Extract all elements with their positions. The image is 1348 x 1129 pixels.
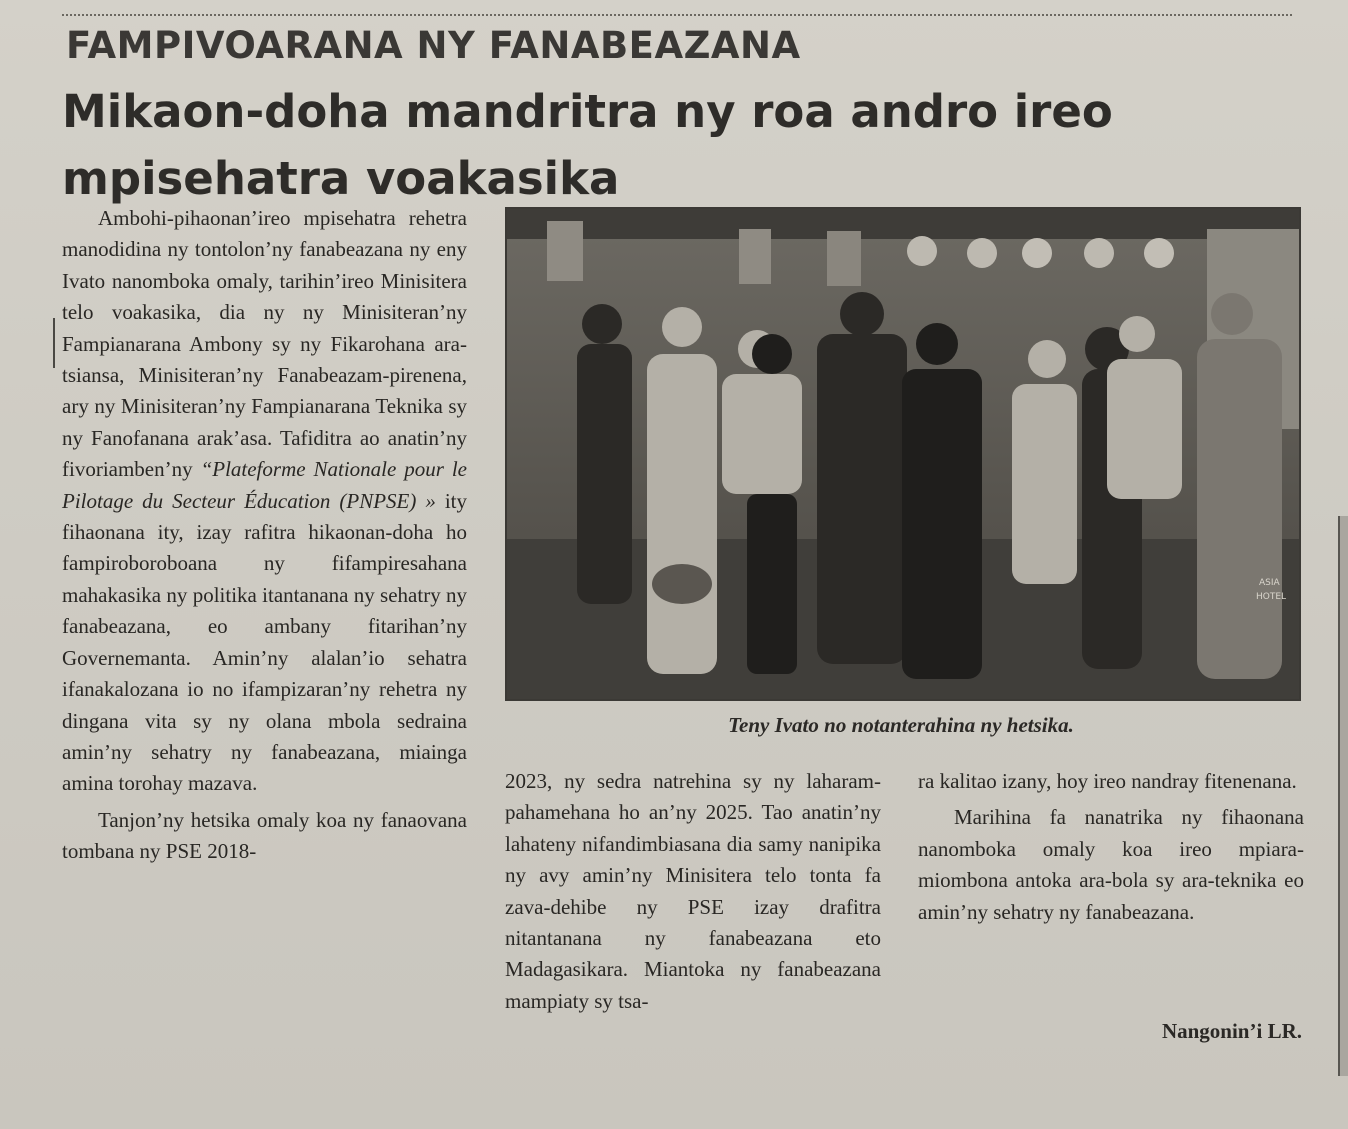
paragraph: ra kalitao izany, hoy ireo nandray fitenenana. <box>918 769 1297 793</box>
paragraph: 2023, ny sedra natrehina sy ny laharam-pahamehana ho an’ny 2025. Tao anatin’ny lahateny nifandimbiasana dia samy nanipika ny avy amin’ny Minisitera telo tonta fa zava-dehibe ny PSE izay drafitra nitantanana ny fanabeazana eto Madagasikara. Miantoka ny fanabeazana mampiaty sy tsa- <box>505 769 881 1013</box>
article-column-2 <box>505 766 881 1017</box>
paragraph: Marihina fa nanatrika ny fihaonana nanomboka omaly koa ireo mpiara-miombona antoka ara-bola sy ara-teknika eo amin’ny sehatry ny fanabeazana. <box>918 805 1304 924</box>
article-column-1 <box>62 203 467 868</box>
platform-name-italic: “Plateforme Nationale pour le Pilotage du Secteur Éducation (PNPSE) » <box>62 457 467 513</box>
article-column-3 <box>918 766 1304 928</box>
photo-caption: Teny Ivato no notanterahina ny hetsika. <box>728 713 1074 737</box>
margin-mark <box>53 318 55 368</box>
group-photo-illustration <box>507 209 1299 699</box>
event-photo <box>505 207 1301 701</box>
top-dotted-rule <box>62 14 1292 16</box>
paragraph <box>62 203 467 800</box>
article-kicker: FAMPIVOARANA NY FANABEAZANA <box>66 24 801 67</box>
text-run: ity fihaonana ity, izay rafitra hikaonan-doha ho fampiroboroboana ny fifampiresahana mahakasika ny politika itantanana ny sehatry ny fanabeazana, eo ambany fitarihan’ny Governemanta. Amin’ny alalan’io sehatra ifanakalozana io no ifampizaran’ny rehetra ny dingana vita sy ny olana mbola sedraina amin’ny sehatry ny fanabeazana, miainga amina torohay mazava. <box>62 488 467 796</box>
adjacent-page-edge <box>1338 516 1348 1076</box>
paragraph: Tanjon’ny hetsika omaly koa ny fanaovana tombana ny PSE 2018- <box>62 807 467 864</box>
hotel-sign-text: ASIA <box>1259 578 1280 588</box>
text-run: Ambohi-pihaonan’ireo mpisehatra rehetra manodidina ny tontolon’ny fanabeazana ny eny Ivato nanomboka omaly, tarihin’ireo Minisitera telo voakasika, dia ny ny Minisiteran’ny Fampianarana Ambony sy ny Fikarohana ara-tsiansa, Minisiteran’ny Fanabeazam-pirenena, ary ny Minisiteran’ny Fampianarana Teknika sy ny Fanofanana arak’asa. Tafiditra ao anatin’ny fivoriamben’ny <box>62 206 467 482</box>
author-signature: Nangonin’i LR. <box>1161 1019 1302 1043</box>
hotel-sign-text: HOTEL <box>1256 592 1287 602</box>
article-headline: Mikaon-doha mandritra ny roa andro ireo mpisehatra voakasika <box>62 85 1113 205</box>
